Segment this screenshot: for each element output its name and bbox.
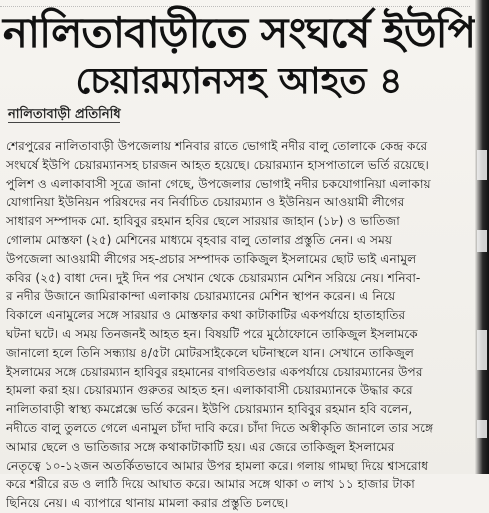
body-line: সাধারণ সম্পাদক মো. হাবিবুর রহমান হবির ছেলে সারয়ার জাহান (১৮) ও ভাতিজা — [6, 214, 400, 229]
body-line: যোগানিয়া ইউনিয়ন পরিষদের নব নির্বাচিত চেয়ারম্যান ও ইউনিয়ন আওয়ামী লীগের — [6, 195, 405, 210]
body-line: ইসলামের সঙ্গে চেয়ারম্যান হাবিবুর রহমানের বাগবিতণ্ডার একপর্যায়ে চেয়ারম্যানের উপর — [6, 364, 423, 379]
body-line: ঘটনা ঘটে। এ সময় তিনজনই আহত হন। বিষয়টি পরে মুঠোফোনে তাকিজুল ইসলামকে — [6, 326, 418, 341]
byline-underline — [8, 122, 120, 123]
body-line: আমার ছেলে ও ভাতিজার সঙ্গে কথাকাটাকাটি হয়। এর জেরে তাকিজুল ইসলামের — [6, 439, 395, 454]
body-line: ছিনিয়ে নেয়। এ ব্যাপারে থানায় মামলা করার প্রস্তুতি চলছে। — [6, 496, 289, 511]
body-line: বিকালে এনামুলের সঙ্গে সারয়ার ও মোস্তফার কথা কাটাকাটির একপর্যায়ে হাতাহাতির — [6, 308, 406, 323]
body-line: নদীতে বালু তুলতে গেলে এনামুল চাঁদা দাবি করে। চাঁদা দিতে অস্বীকৃতি জানালে তার সঙ্গে — [6, 420, 434, 435]
body-line: সংঘর্ষে ইউপি চেয়ারম্যানসহ চারজন আহত হয়েছে। চেয়ারম্যান হাসপাতালে ভর্তি রয়েছে। — [6, 157, 429, 172]
edge-fragment — [477, 150, 487, 180]
body-line: র নদীর উজানে জামিরাকান্দা এলাকায় চেয়ারম্যানের মেশিন স্থাপন করেন। এ নিয়ে — [6, 289, 396, 304]
body-line: হামলা করা হয়। চেয়ারম্যান গুরুতর আহত হন। এলাকাবাসী চেয়ারম্যানকে উদ্ধার করে — [6, 383, 413, 398]
article-body — [6, 137, 470, 513]
body-line: জানালো হলে তিনি সন্ধ্যায় ৪/৫টা মোটরসাইকেলে ঘটনাস্থলে যান। সেখানে তাকিজুল — [6, 345, 414, 360]
body-line: শেরপুরের নালিতাবাড়ী উপজেলায় শনিবার রাতে ভোগাই নদীর বালু তোলাকে কেন্দ্র করে — [6, 139, 428, 153]
body-line: করে শরীরে রড ও লাঠি দিয়ে আঘাত করে। আমার সঙ্গে থাকা ৩ লাখ ১১ হাজার টাকা — [6, 477, 415, 492]
headline-line-2: চেয়ারম্যানসহ আহত ৪ — [75, 61, 403, 102]
previous-article-edge — [0, 0, 470, 7]
body-line: নেতৃত্বে ১০-১২জন অতর্কিতভাবে আমার উপর হামলা করে। গলায় গামছা দিয়ে শ্বাসরোধ — [6, 458, 429, 473]
body-line: উপজেলা আওয়ামী লীগের সহ-প্রচার সম্পাদক তাকিজুল ইসলামের ছোট ভাই এনামুল — [6, 251, 417, 266]
headline-line-1: নালিতাবাড়ীতে সংঘর্ষে ইউপি — [2, 8, 476, 57]
body-line: নালিতাবাড়ী স্বাস্থ্য কমপ্লেক্সে ভর্তি করেন। ইউপি চেয়ারম্যান হাবিবুর রহমান হবি বলেন, — [6, 402, 413, 417]
adjacent-column-edge — [475, 0, 489, 474]
body-line: পুলিশ ও এলাকাবাসী সূত্রে জানা গেছে, উপজেলার ভোগাই নদীর চকযোগানিয়া এলাকায় — [6, 176, 431, 191]
edge-fragment — [477, 420, 487, 438]
byline: নালিতাবাড়ী প্রতিনিধি — [8, 107, 121, 122]
headline — [0, 8, 478, 104]
body-line: গোলাম মোস্তফা (২৫) মেশিনের মাধ্যমে বৃহবার বালু তোলার প্রস্তুতি নেন। এ সময় — [6, 232, 393, 247]
edge-fragment — [477, 330, 487, 370]
edge-fragment — [477, 230, 487, 252]
body-line: কবির (২৫) বাধা দেন। দুই দিন পর সেখান থেকে চেয়ারম্যান মেশিন সরিয়ে নেয়। শনিবা- — [6, 270, 421, 285]
